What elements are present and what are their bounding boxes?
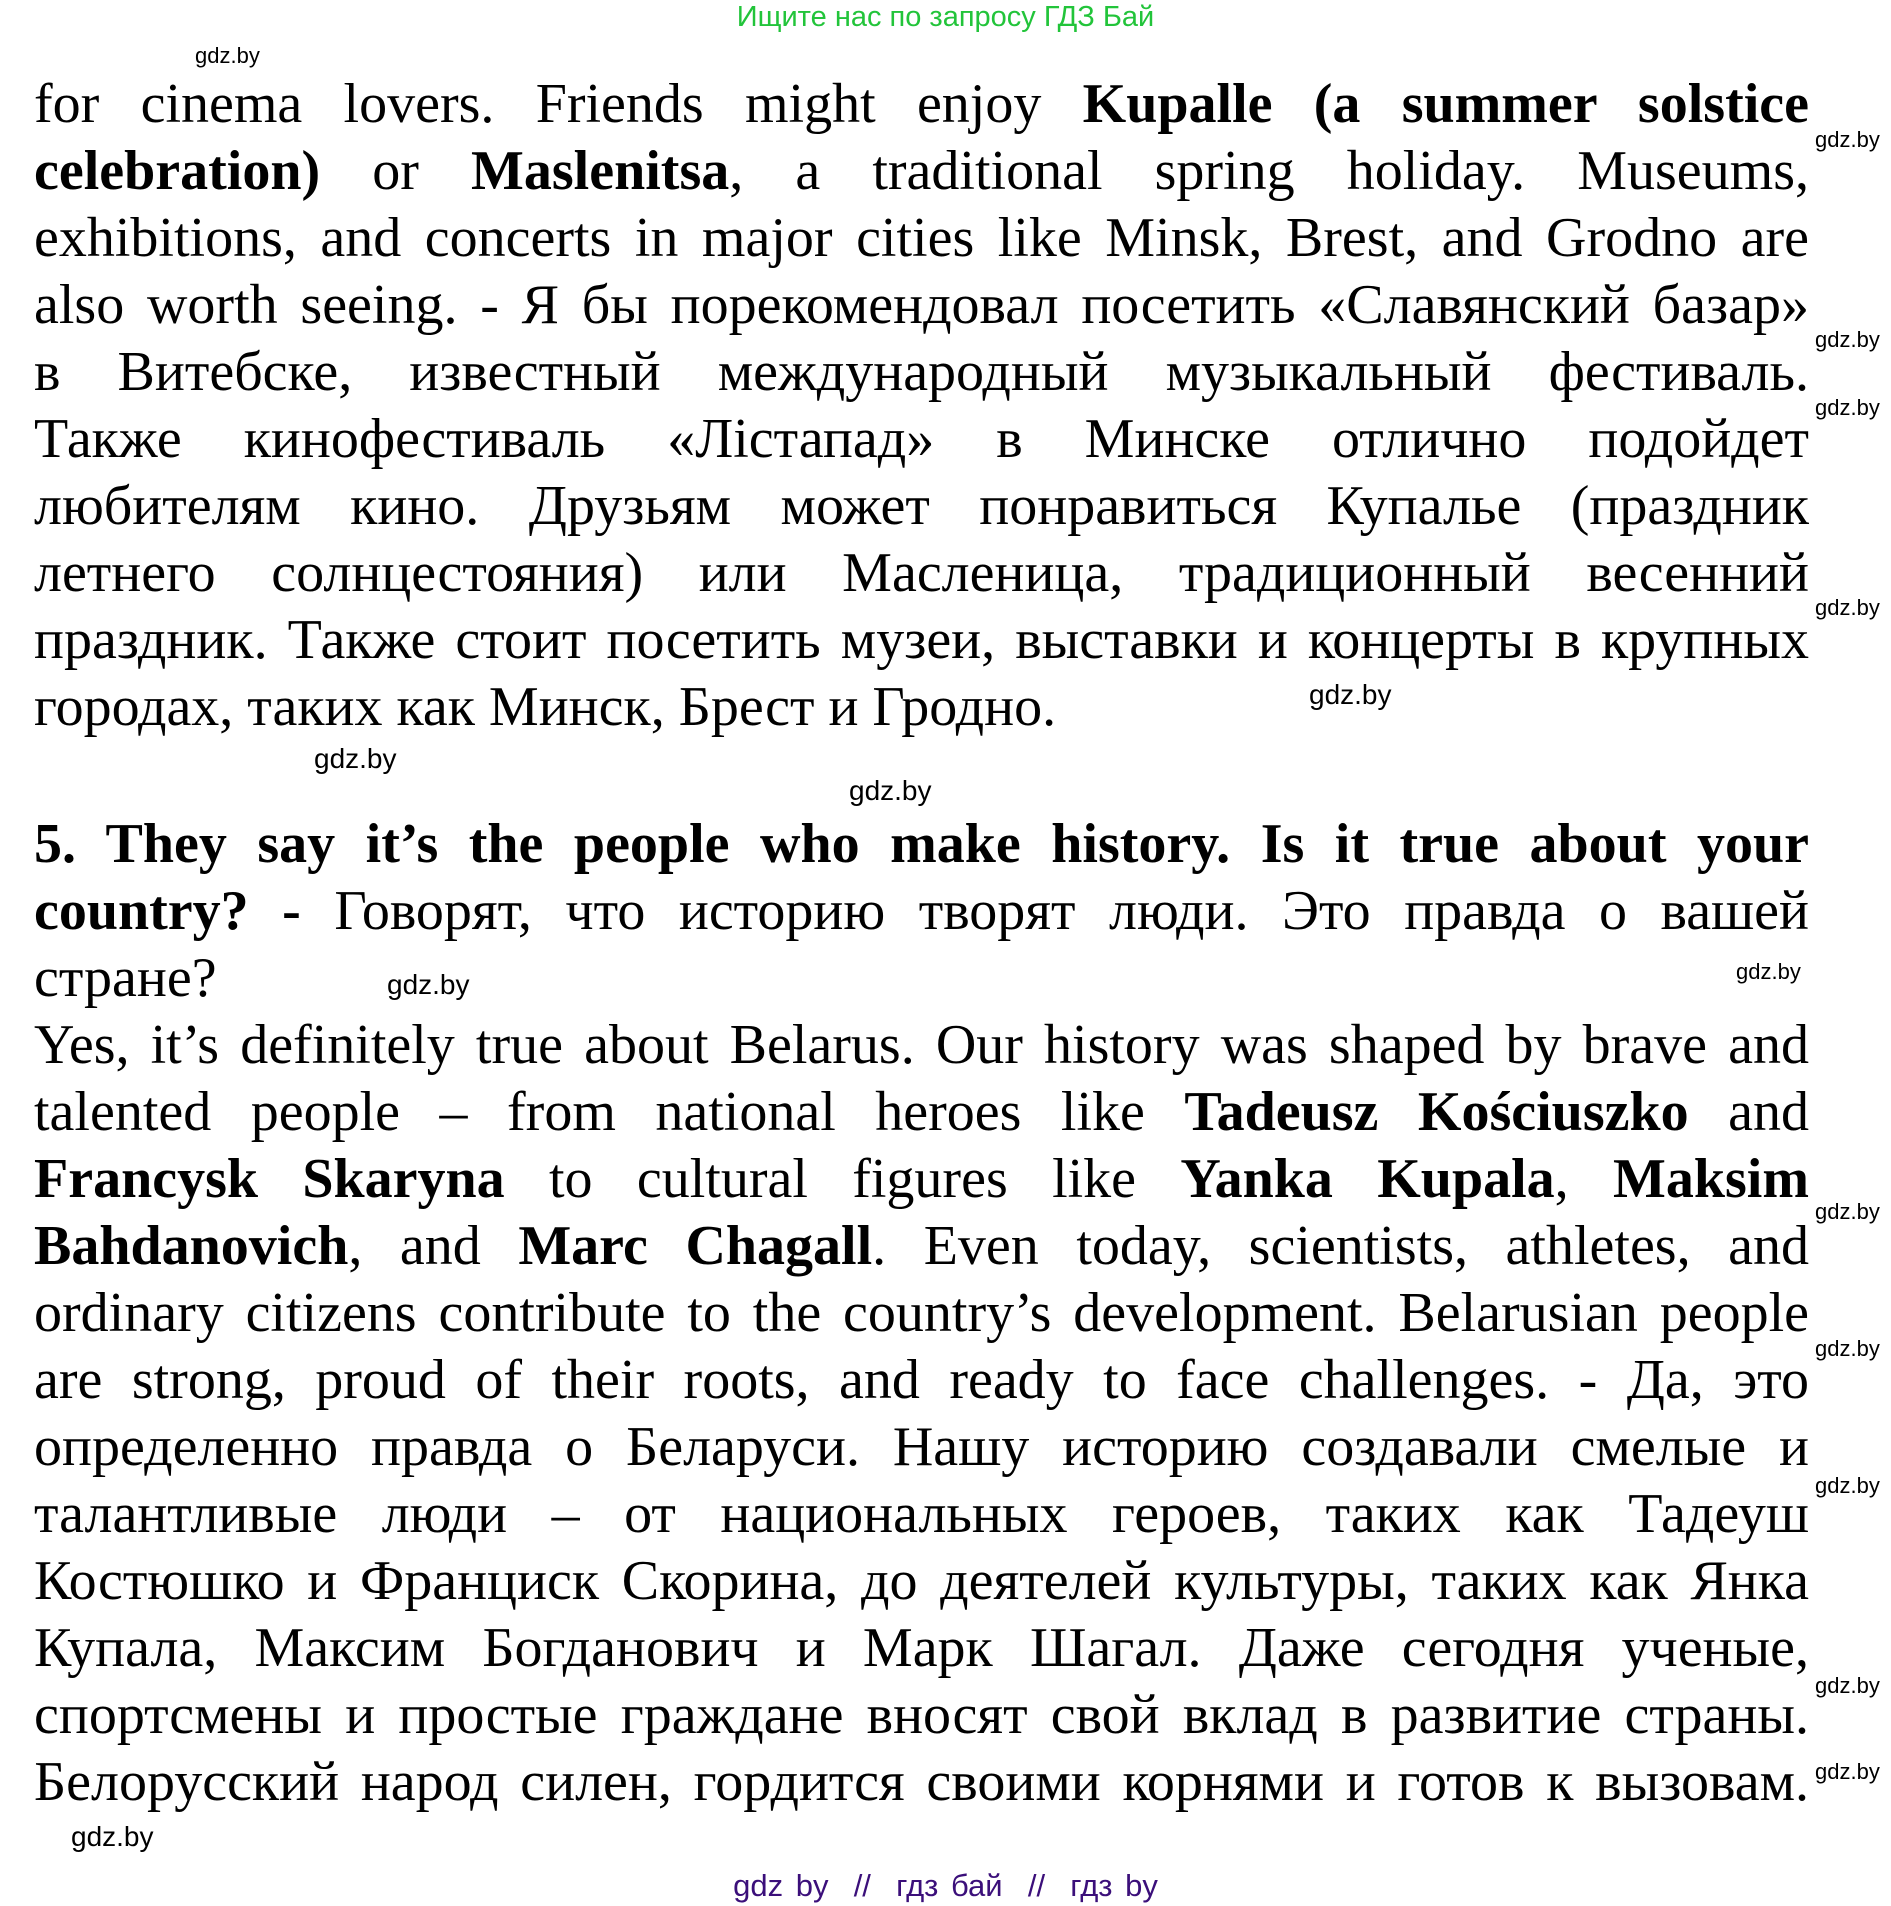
text-line <box>34 205 1809 272</box>
text-line <box>34 878 1809 945</box>
text-line <box>34 1414 1809 1481</box>
text-line <box>34 1280 1809 1347</box>
text: Также кинофестиваль «Лістапад» в Минске отлично подойдет <box>34 408 1809 470</box>
bold-text: Maksim <box>1612 1148 1809 1210</box>
bold-text: 5. They say it’s the people who make history. Is it true about your <box>34 813 1809 875</box>
text-line-content <box>34 1414 1809 1481</box>
text-line-content <box>34 674 1056 741</box>
text-line <box>34 272 1809 339</box>
watermark: gdz.by <box>1736 959 1801 984</box>
text: талантливые люди – от национальных героев, таких как Тадеуш <box>34 1483 1809 1545</box>
watermark: gdz.by <box>1815 595 1880 620</box>
bold-text: Bahdanovich <box>34 1215 349 1277</box>
text: , and <box>348 1215 519 1277</box>
text-line-content <box>34 339 1809 406</box>
text: летнего солнцестояния) или Масленица, традиционный весенний <box>34 542 1809 604</box>
text: спортсмены и простые граждане вносят свой вклад в развитие страны. <box>34 1684 1809 1746</box>
watermark: gdz.by <box>1815 127 1880 152</box>
text-line <box>34 1213 1809 1280</box>
text: Говорят, что историю творят люди. Это правда о вашей <box>300 880 1809 942</box>
text: в Витебске, известный международный музыкальный фестиваль. <box>34 341 1809 403</box>
watermark: gdz.by <box>1815 327 1880 352</box>
text-line-content <box>34 1749 1809 1816</box>
text: Костюшко и Франциск Скорина, до деятелей культуры, таких как Янка <box>34 1550 1809 1612</box>
text: ordinary citizens contribute to the country’s development. Belarusian people <box>34 1282 1809 1344</box>
watermark: gdz.by <box>195 43 260 68</box>
text-line <box>34 1146 1809 1213</box>
text-line-content <box>34 205 1809 272</box>
text-line <box>34 607 1809 674</box>
watermark: gdz.by <box>1815 1199 1880 1224</box>
watermark: gdz.by <box>1309 679 1392 710</box>
bold-text: country? - <box>34 880 301 942</box>
watermark: gdz.by <box>1815 1759 1880 1784</box>
text-line <box>34 1749 1809 1816</box>
answer-paragraph-festivals <box>34 71 1809 741</box>
watermark: gdz.by <box>1815 1673 1880 1698</box>
text-line-content <box>34 406 1809 473</box>
bold-text: Maslenitsa <box>471 140 730 202</box>
text-line <box>34 339 1809 406</box>
text-line <box>34 473 1809 540</box>
text: праздник. Также стоит посетить музеи, выставки и концерты в крупных <box>34 609 1809 671</box>
footer-link-gdz-bai[interactable]: гдз бай <box>896 1868 1003 1903</box>
text-line <box>34 1615 1809 1682</box>
text: and <box>1688 1081 1809 1143</box>
text: городах, таких как Минск, Брест и Гродно. <box>34 676 1057 738</box>
footer-separator: // <box>1027 1868 1046 1903</box>
text-line-content <box>34 811 1809 878</box>
text-line-content <box>34 607 1809 674</box>
footer-link-gdz-by[interactable]: gdz by <box>733 1868 829 1903</box>
bold-text: Yanka Kupala <box>1180 1148 1555 1210</box>
text: определенно правда о Беларуси. Нашу историю создавали смелые и <box>34 1416 1809 1478</box>
text: also worth seeing. - Я бы порекомендовал посетить «Славянский базар» <box>34 274 1809 336</box>
text: Yes, it’s definitely true about Belarus. Our history was shaped by brave and <box>34 1014 1809 1076</box>
text-line <box>34 1481 1809 1548</box>
text-line-content <box>34 272 1809 339</box>
text-line <box>34 1682 1809 1749</box>
text-line <box>34 1548 1809 1615</box>
text-line-content <box>34 1079 1809 1146</box>
text: to cultural figures like <box>504 1148 1181 1210</box>
text-line <box>34 1347 1809 1414</box>
text-line <box>34 71 1809 138</box>
text-line <box>34 674 1809 741</box>
text-line-content <box>34 1347 1809 1414</box>
text: or <box>320 140 472 202</box>
watermark: gdz.by <box>71 1821 154 1852</box>
text-line-content <box>34 1615 1809 1682</box>
text-line-content <box>34 1213 1809 1280</box>
text: , <box>1554 1148 1613 1210</box>
watermark: gdz.by <box>849 775 932 806</box>
footer-links <box>0 1866 1891 1906</box>
bold-text: Tadeusz Kościuszko <box>1184 1081 1689 1143</box>
text-line-content <box>34 1012 1809 1079</box>
bold-text: Marc Chagall <box>518 1215 873 1277</box>
text: are strong, proud of their roots, and ready to face challenges. - Да, это <box>34 1349 1809 1411</box>
text: for cinema lovers. Friends might enjoy <box>34 73 1083 135</box>
watermark: gdz.by <box>314 743 397 774</box>
bold-text: Francysk Skaryna <box>34 1148 505 1210</box>
search-banner: Ищите нас по запросу ГДЗ Бай <box>736 1 1155 33</box>
text-line-content <box>34 71 1809 138</box>
text-line-content <box>34 1682 1809 1749</box>
text-line-content <box>34 945 217 1012</box>
text-line <box>34 540 1809 607</box>
bold-text: celebration) <box>34 140 321 202</box>
text-line-content <box>34 540 1809 607</box>
text-line-content <box>34 473 1809 540</box>
watermark: gdz.by <box>1815 395 1880 420</box>
text-line-content <box>34 1548 1809 1615</box>
question-5-section <box>34 811 1809 1816</box>
text-line <box>34 138 1809 205</box>
text: стране? <box>34 947 217 1009</box>
text-line-content <box>34 878 1809 945</box>
text: . Even today, scientists, athletes, and <box>872 1215 1810 1277</box>
text-line <box>34 1079 1809 1146</box>
watermark: gdz.by <box>387 969 470 1000</box>
text-line <box>34 1012 1809 1079</box>
text-line <box>34 945 1809 1012</box>
footer-separator: // <box>853 1868 871 1903</box>
watermark: gdz.by <box>1815 1473 1880 1498</box>
text: Белорусский народ силен, гордится своими корнями и готов к вызовам. <box>34 1751 1809 1813</box>
text-line-content <box>34 1481 1809 1548</box>
text: exhibitions, and concerts in major cities like Minsk, Brest, and Grodno are <box>34 207 1809 269</box>
text-line-content <box>34 1146 1809 1213</box>
footer-link-gdz-by-ru[interactable]: гдз by <box>1070 1868 1158 1903</box>
text: talented people – from national heroes like <box>34 1081 1185 1143</box>
bold-text: Kupalle (a summer solstice <box>1082 73 1809 135</box>
text: , a traditional spring holiday. Museums, <box>729 140 1810 202</box>
text: Купала, Максим Богданович и Марк Шагал. Даже сегодня ученые, <box>34 1617 1809 1679</box>
text-line <box>34 811 1809 878</box>
text-line-content <box>34 138 1809 205</box>
text: любителям кино. Друзьям может понравиться Купалье (праздник <box>34 475 1809 537</box>
text-line-content <box>34 1280 1809 1347</box>
watermark: gdz.by <box>1815 1336 1880 1361</box>
text-line <box>34 406 1809 473</box>
